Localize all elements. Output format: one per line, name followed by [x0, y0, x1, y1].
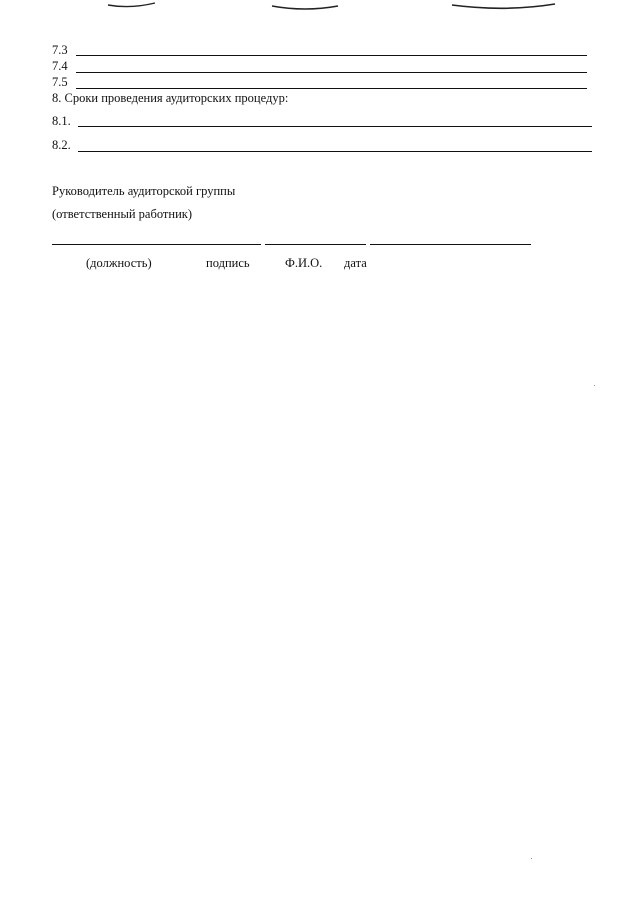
- item-7-3-fill-line[interactable]: [76, 55, 587, 56]
- signature-line[interactable]: [265, 244, 366, 245]
- signature-caption: подпись: [206, 256, 250, 270]
- item-number: 8.1.: [52, 114, 71, 128]
- item-number: 7.3: [52, 43, 68, 57]
- top-handwriting-strokes: [0, 0, 640, 20]
- item-8-2: [52, 138, 71, 152]
- position-line[interactable]: [52, 244, 261, 245]
- name-date-line[interactable]: [370, 244, 531, 245]
- item-number: 7.4: [52, 59, 68, 73]
- scan-speck: [531, 858, 532, 859]
- item-8-2-fill-line[interactable]: [78, 151, 592, 152]
- position-caption: (должность): [86, 256, 152, 270]
- date-caption: дата: [344, 256, 367, 270]
- name-caption: Ф.И.О.: [285, 256, 323, 270]
- item-7-3: [52, 43, 68, 57]
- item-7-4-fill-line[interactable]: [76, 72, 587, 73]
- signatory-title: Руководитель аудиторской группы: [52, 184, 236, 198]
- item-8-1: [52, 114, 71, 128]
- item-7-4: [52, 59, 68, 73]
- item-number: 8.2.: [52, 138, 71, 152]
- scan-speck: [594, 385, 595, 386]
- item-7-5: [52, 75, 68, 89]
- item-number: 7.5: [52, 75, 68, 89]
- signatory-subtitle: (ответственный работник): [52, 207, 193, 221]
- item-8-1-fill-line[interactable]: [78, 126, 592, 127]
- section-8-heading: 8. Сроки проведения аудиторских процедур:: [52, 91, 289, 105]
- item-7-5-fill-line[interactable]: [76, 88, 587, 89]
